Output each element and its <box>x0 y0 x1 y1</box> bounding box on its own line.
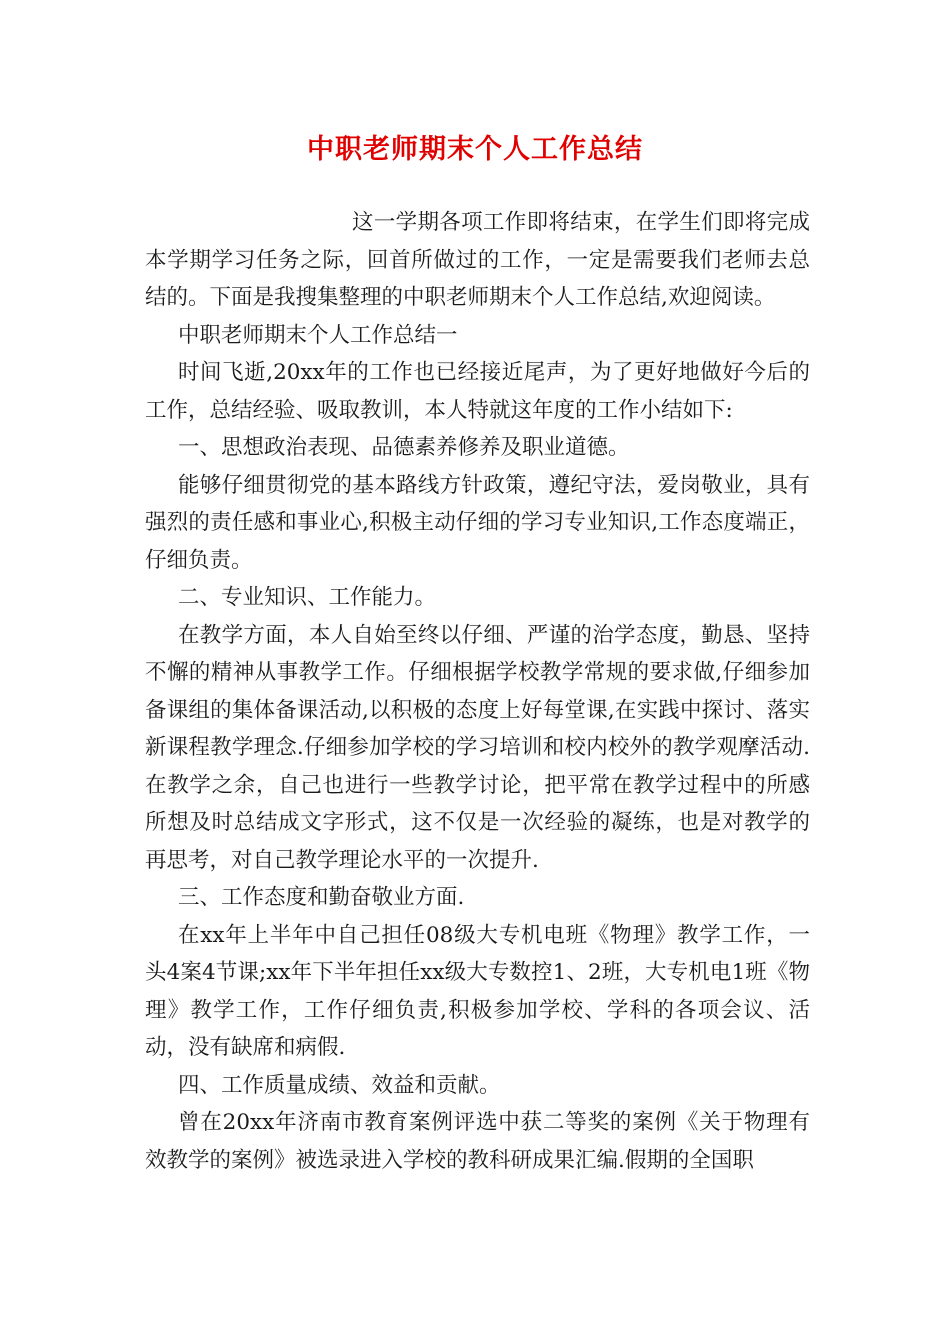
body-paragraph: 时间飞逝,20xx年的工作也已经接近尾声，为了更好地做好今后的工作，总结经验、吸取教训，本人特就这年度的工作小结如下: <box>145 360 810 423</box>
section-heading: 中职老师期末个人工作总结一 <box>178 322 458 348</box>
body-paragraph: 在教学方面，本人自始至终以仔细、严谨的治学态度，勤恳、坚持不懈的精神从事教学工作。仔细根据学校教学常规的要求做,仔细参加备课组的集体备课活动,以积极的态度上好每堂课,在实践中探讨、落实新课程教学理念.仔细参加学校的学习培训和校内校外的教学观摩活动.在教学之余，自己也进行一些教学讨论，把平常在教学过程中的所感所想及时总结成文字形式，这不仅是一次经验的凝练，也是对教学的再思考，对自己教学理论水平的一次提升. <box>145 622 810 873</box>
body-paragraph: 在xx年上半年中自己担任08级大专机电班《物理》教学工作，一头4案4节课;xx年下半年担任xx级大专数控1、2班，大专机电1班《物理》教学工作，工作仔细负责,积极参加学校、学科的各项会议、活动，没有缺席和病假. <box>145 922 810 1060</box>
intro-paragraph: 这一学期各项工作即将结束，在学生们即将完成本学期学习任务之际，回首所做过的工作，一定是需要我们老师去总结的。下面是我搜集整理的中职老师期末个人工作总结,欢迎阅读。 <box>145 210 810 310</box>
document-title: 中职老师期末个人工作总结 <box>307 134 643 165</box>
section-heading: 四、工作质量成绩、效益和贡献。 <box>178 1072 501 1098</box>
section-heading: 一、思想政治表现、品德素养修养及职业道德。 <box>178 435 630 460</box>
body-paragraph: 能够仔细贯彻党的基本路线方针政策，遵纪守法，爱岗敬业，具有强烈的责任感和事业心,积极主动仔细的学习专业知识,工作态度端正，仔细负责。 <box>145 472 810 573</box>
document-body <box>145 204 810 1179</box>
section-heading: 二、专业知识、工作能力。 <box>178 585 437 610</box>
body-paragraph: 曾在20xx年济南市教育案例评选中获二等奖的案例《关于物理有效教学的案例》被选录进入学校的教科研成果汇编.假期的全国职 <box>145 1110 810 1173</box>
section-heading: 三、工作态度和勤奋敬业方面. <box>178 885 465 910</box>
